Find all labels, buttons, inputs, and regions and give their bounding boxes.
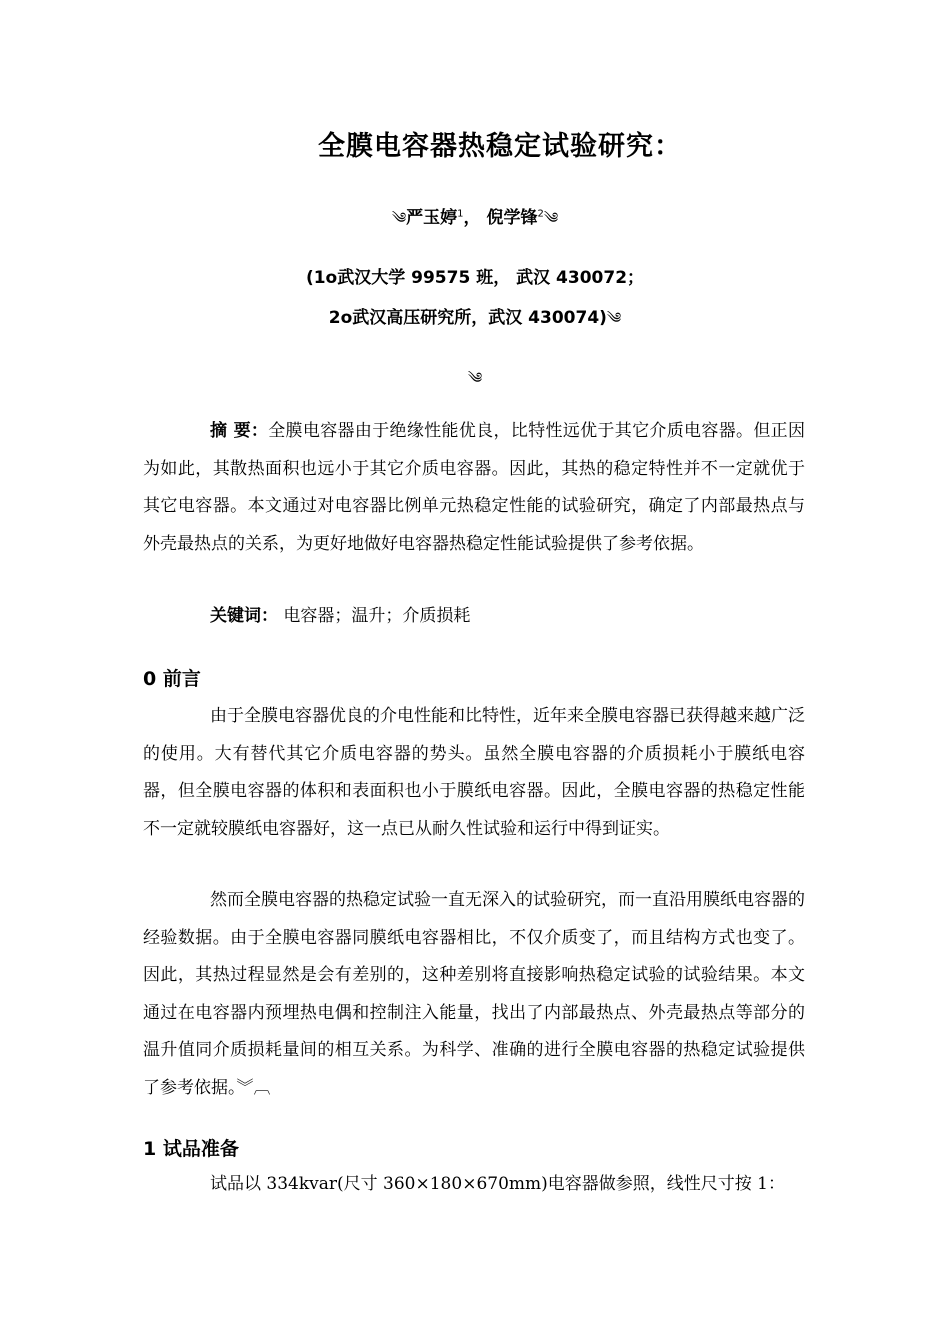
affiliation-2-mark: ༄	[606, 309, 622, 327]
keywords-text: 电容器；温升；介质损耗	[278, 606, 471, 626]
intro-paragraph-1: 由于全膜电容器优良的介电性能和比特性，近年来全膜电容器已获得越来越广泛的使用。大有替代其它介质电容器的势头。虽然全膜电容器的介质损耗小于膜纸电容器，但全膜电容器的体积和表面积也小于膜纸电容器。因此，全膜电容器的热稳定性能不一定就较膜纸电容器好，这一点已从耐久性试验和运行中得到证实。	[143, 706, 805, 839]
author-affiliation-2: 2	[537, 208, 544, 220]
author-affiliation-1: 1	[457, 208, 464, 220]
intro-paragraph-2-text: 然而全膜电容器的热稳定试验一直无深入的试验研究，而一直沿用膜纸电容器的经验数据。由于全膜电容器同膜纸电容器相比，不仅介质变了，而且结构方式也变了。因此，其热过程显然是会有差别的，这种差别将直接影响热稳定试验的试验结果。本文通过在电容器内预埋热电偶和控制注入能量，找出了内部最热点、外壳最热点等部分的温升值同介质损耗量间的相互关系。为科学、准确的进行全膜电容器的热稳定试验提供了参考依据。	[143, 890, 805, 1098]
abstract-text: 全膜电容器由于绝缘性能优良，比特性远优于其它介质电容器。但正因为如此，其散热面积也远小于其它介质电容器。因此，其热的稳定特性并不一定就优于其它电容器。本文通过对电容器比例单元热稳定性能的试验研究，确定了内部最热点与外壳最热点的关系，为更好地做好电容器热稳定性能试验提供了参考依据。	[143, 421, 806, 554]
sample-prep-paragraph: 试品以 334kvar(尺寸 360×180×670mm)电容器做参照，线性尺寸按 1：	[210, 1174, 785, 1194]
paper-title: 全膜电容器热稳定试验研究：	[318, 131, 682, 162]
separator-mark: ༄	[467, 369, 483, 387]
section-heading-intro: 0 前言	[143, 668, 201, 690]
affiliation-2	[0, 302, 950, 344]
abstract-label: 摘 要：	[210, 421, 269, 441]
author-name-2: 倪学锋	[486, 208, 538, 228]
author-name-1: 严玉婷	[406, 208, 458, 228]
author-separator: ，	[463, 208, 481, 228]
author-lead-mark: ༄	[391, 209, 407, 227]
section-heading-sample-prep: 1 试品准备	[143, 1138, 239, 1160]
author-line	[0, 202, 950, 244]
affiliation-1: (1o武汉大学 99575 班， 武汉 430072；	[305, 268, 645, 288]
keywords-label: 关键词：	[210, 606, 278, 626]
affiliation-2-text: 2o武汉高压研究所，武汉 430074)	[328, 308, 607, 328]
keywords	[143, 598, 805, 636]
author-trail-mark: ༄	[543, 209, 559, 227]
intro-paragraph-2	[143, 882, 805, 1107]
intro-paragraph-2-mark: ︾︹	[236, 1077, 271, 1098]
abstract	[143, 413, 805, 563]
